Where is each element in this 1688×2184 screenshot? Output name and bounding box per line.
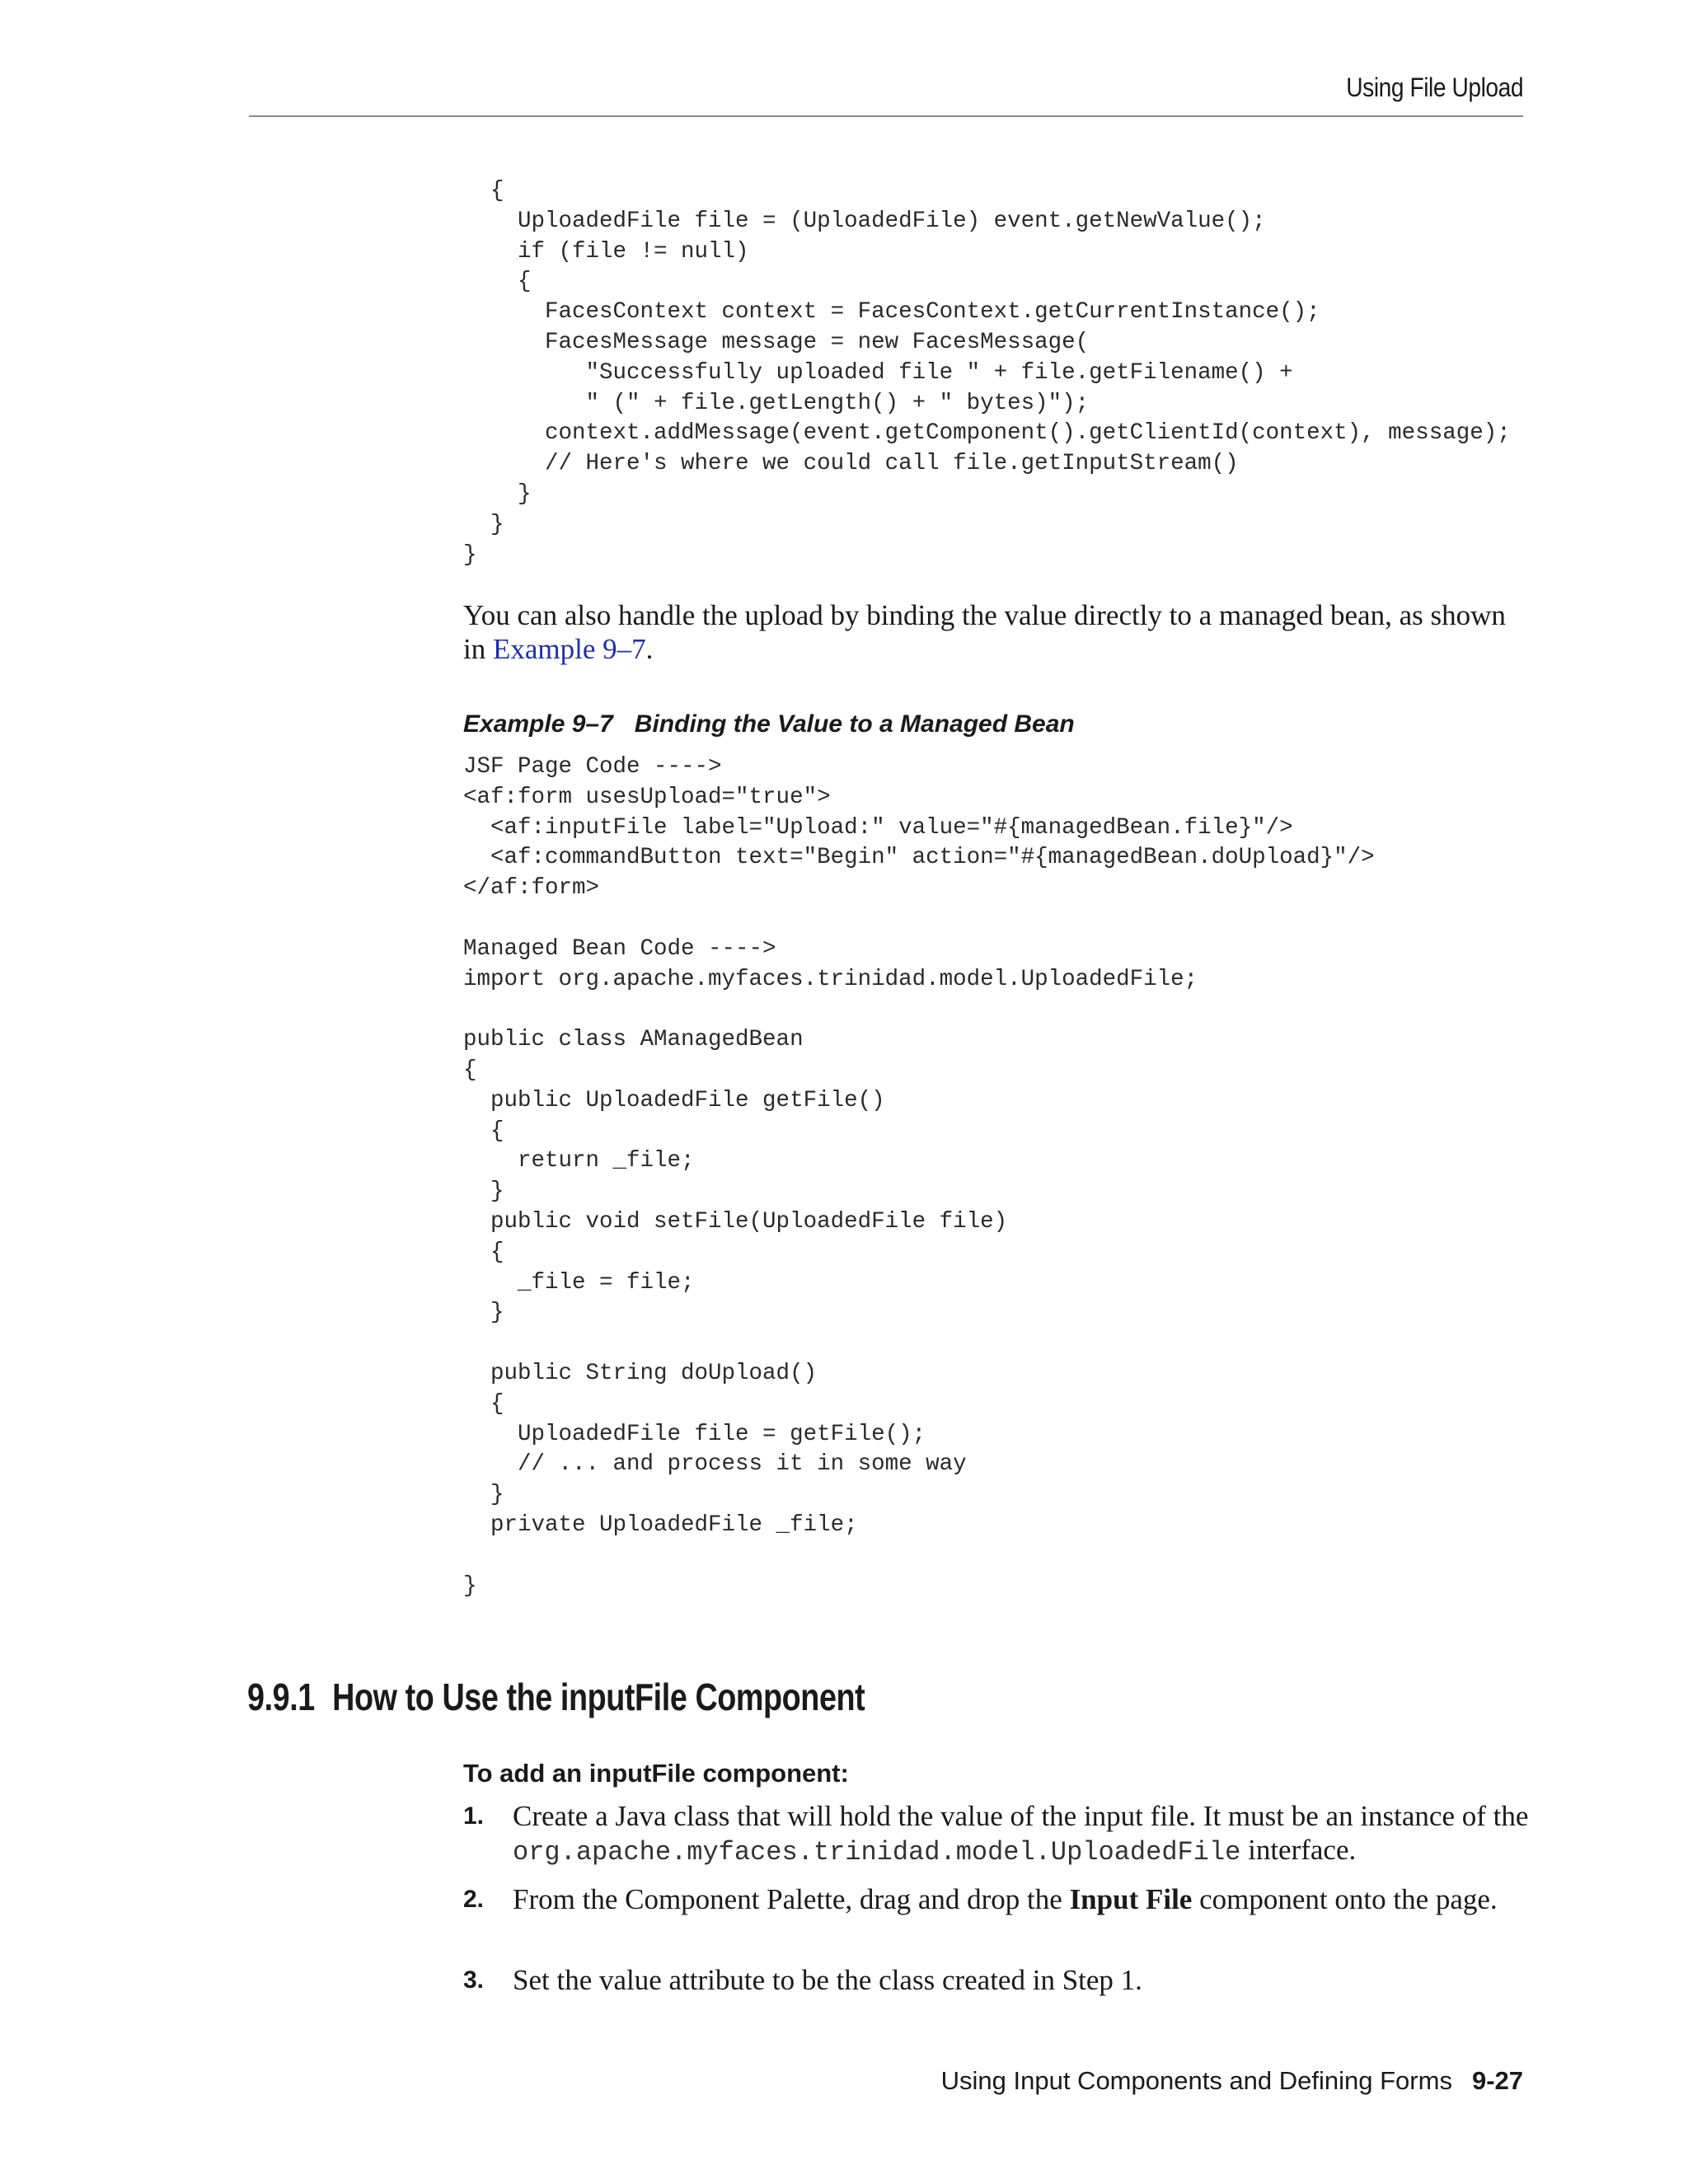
header-title: Using File Upload [1346,73,1523,102]
header-rule [249,115,1523,117]
step-number: 1. [463,1802,485,1830]
example-code-block: JSF Page Code ----> <af:form usesUpload="true"> <af:inputFile label="Upload:" value="#{managedBean.file}"/> <af:commandButton text="Begin" action="#{managedBean.doUpload}"/> </af:form> Managed Bean Code ----> import org.apache.myfaces.trinidad.model.UploadedFile; public class AManagedBean { public UploadedFile getFile() { return _file; } public void setFile(UploadedFile file) { _file = file; } public String doUpload() { UploadedFile file = getFile(); // ... and process it in some way } private UploadedFile _file; } [463,754,1375,1599]
section-title: How to Use the inputFile Component [332,1675,865,1718]
example-number: Example 9–7 [463,710,613,738]
step-number: 2. [463,1886,485,1913]
footer-chapter: Using Input Components and Defining Forms [940,2066,1452,2095]
example-caption [463,710,1075,738]
example-title: Binding the Value to a Managed Bean [634,710,1075,738]
step-2-bold: Input File [1069,1883,1193,1915]
step-number: 3. [463,1966,485,1994]
example-link[interactable]: Example 9–7 [492,633,646,665]
step-text [513,1882,1535,1916]
step-1-code: org.apache.myfaces.trinidad.model.UploadedFile [513,1837,1241,1868]
step-text [513,1799,1535,1869]
intro-paragraph [463,598,1535,666]
procedure-step-1 [463,1799,1535,1869]
procedure-step-3 [463,1963,1535,1997]
footer-page-number: 9-27 [1471,2066,1523,2095]
section-heading [247,1675,865,1719]
code-block-continued: { UploadedFile file = (UploadedFile) event.getNewValue(); if (file != null) { FacesContext context = FacesContext.getCurrentInstance(); FacesMessage message = new FacesMessage( "Successfully uploaded file " + file.getFilename() + " (" + file.getLength() + " bytes)"); context.addMessage(event.getComponent().getClientId(context), message); // Here's where we could call file.getInputStream() } } } [463,178,1511,568]
page-footer [941,2066,1523,2096]
step-2-text-after: component onto the page. [1192,1883,1498,1915]
step-1-text-after: interface. [1240,1834,1357,1866]
procedure-step-2 [463,1882,1535,1916]
intro-text-after: . [645,633,654,665]
step-1-text-before: Create a Java class that will hold the value of the input file. It must be an instance of the [513,1800,1529,1832]
intro-text-before: You can also handle the upload by binding the value directly to a managed bean, as shown in [463,599,1506,665]
step-3-text: Set the value attribute to be the class created in Step 1. [513,1964,1142,1996]
section-number: 9.9.1 [247,1675,315,1718]
step-2-text-before: From the Component Palette, drag and drop the [513,1883,1070,1915]
procedure-title: To add an inputFile component: [463,1759,849,1788]
